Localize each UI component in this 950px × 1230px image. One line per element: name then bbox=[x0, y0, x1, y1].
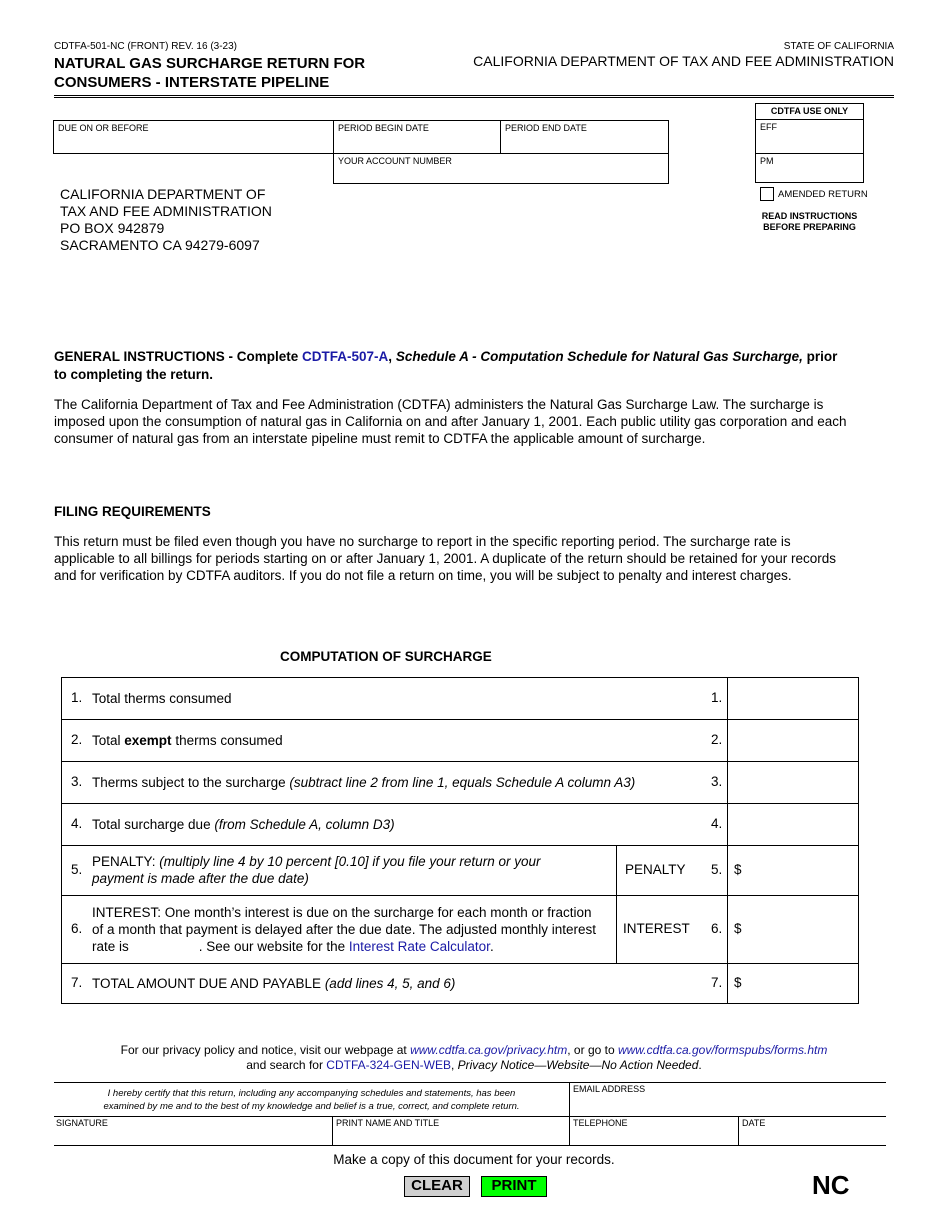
interest-label: INTEREST bbox=[623, 921, 690, 936]
interest-rate-calculator-link[interactable]: Interest Rate Calculator bbox=[348, 939, 490, 954]
period-end-label: PERIOD END DATE bbox=[505, 123, 587, 133]
cdtfa-324-link[interactable]: CDTFA-324-GEN-WEB bbox=[326, 1058, 451, 1072]
print-button[interactable]: PRINT bbox=[481, 1176, 547, 1197]
eff-label: EFF bbox=[760, 122, 777, 132]
email-label: EMAIL ADDRESS bbox=[573, 1084, 646, 1094]
line6-text-l3c: . bbox=[489, 939, 494, 954]
line4-ref: 4. bbox=[711, 816, 723, 831]
filing-body-line1: This return must be filed even though you have no surcharge to report in the specific reporting period. The surcharge rate is bbox=[54, 534, 791, 549]
print-name-label: PRINT NAME AND TITLE bbox=[336, 1118, 440, 1128]
address-line3: PO BOX 942879 bbox=[60, 220, 165, 236]
telephone-field[interactable] bbox=[569, 1116, 738, 1145]
signature-field[interactable] bbox=[54, 1116, 332, 1145]
schedule-a-title: Schedule A - Computation Schedule for Natural Gas Surcharge, bbox=[395, 349, 803, 364]
line5-amount-field[interactable] bbox=[727, 845, 859, 896]
filing-heading: FILING REQUIREMENTS bbox=[54, 504, 211, 519]
amended-return-checkbox[interactable] bbox=[760, 187, 774, 201]
line6-number: 6. bbox=[71, 921, 83, 936]
due-date-label: DUE ON OR BEFORE bbox=[58, 123, 149, 133]
form-title-line1: NATURAL GAS SURCHARGE RETURN FOR bbox=[54, 55, 366, 72]
line4-text-a: Total surcharge due bbox=[92, 817, 215, 832]
line6-text-l1: INTEREST: One month’s interest is due on the surcharge for each month or fraction bbox=[92, 905, 592, 920]
line1-ref: 1. bbox=[711, 690, 723, 705]
line7-ref: 7. bbox=[711, 975, 723, 990]
privacy-l2a: and search for bbox=[246, 1058, 327, 1072]
line2-text-a: Total bbox=[92, 733, 125, 748]
general-body-line1: The California Department of Tax and Fee Administration (CDTFA) administers the Natural Gas Surcharge Law. The surcharge is bbox=[54, 397, 824, 412]
line6-text-l3b: . See our website for the bbox=[198, 939, 349, 954]
line3-number: 3. bbox=[71, 774, 83, 789]
privacy-l1c: , or go to bbox=[567, 1043, 618, 1057]
line6-ref: 6. bbox=[711, 921, 723, 936]
line4-text-b: (from Schedule A, column D3) bbox=[214, 817, 395, 832]
address-line1: CALIFORNIA DEPARTMENT OF bbox=[60, 186, 266, 202]
line2-amount-field[interactable] bbox=[727, 719, 859, 762]
line5-currency: $ bbox=[734, 862, 742, 877]
line3-ref: 3. bbox=[711, 774, 723, 789]
line5-text-b: (multiply line 4 by 10 percent [0.10] if you file your return or your bbox=[159, 854, 541, 869]
use-only-header: CDTFA USE ONLY bbox=[755, 103, 864, 120]
general-body-line3: consumer of natural gas from an interstate pipeline must remit to CDTFA the applicable amount of surcharge. bbox=[54, 431, 706, 446]
line5-ref: 5. bbox=[711, 862, 723, 877]
form-code: NC bbox=[812, 1170, 850, 1200]
line4-amount-field[interactable] bbox=[727, 803, 859, 846]
account-number-label: YOUR ACCOUNT NUMBER bbox=[338, 156, 452, 166]
print-name-field[interactable] bbox=[332, 1116, 569, 1145]
line6-text-l3a: rate is bbox=[92, 939, 129, 954]
account-number-field[interactable] bbox=[333, 153, 669, 184]
line6-amount-field[interactable] bbox=[727, 895, 859, 964]
line2-text-c: therms consumed bbox=[171, 733, 283, 748]
email-field[interactable] bbox=[569, 1082, 886, 1116]
certification-text bbox=[54, 1087, 569, 1113]
privacy-l1a: For our privacy policy and notice, visit our webpage at bbox=[120, 1043, 411, 1057]
line1-number: 1. bbox=[71, 690, 83, 705]
period-begin-label: PERIOD BEGIN DATE bbox=[338, 123, 429, 133]
line7-number: 7. bbox=[71, 975, 83, 990]
general-instructions-heading bbox=[54, 348, 904, 365]
line5-number: 5. bbox=[71, 862, 83, 877]
eff-field bbox=[755, 119, 864, 154]
amended-return-label: AMENDED RETURN bbox=[778, 189, 868, 200]
date-label: DATE bbox=[742, 1118, 766, 1128]
line4-number: 4. bbox=[71, 816, 83, 831]
clear-button[interactable]: CLEAR bbox=[404, 1176, 470, 1197]
line7-text-a: TOTAL AMOUNT DUE AND PAYABLE bbox=[92, 976, 325, 991]
pm-field bbox=[755, 153, 864, 183]
privacy-l2c: , bbox=[450, 1058, 458, 1072]
line1-text: Total therms consumed bbox=[92, 691, 232, 706]
general-tail1: prior bbox=[802, 349, 838, 364]
line3-amount-field[interactable] bbox=[727, 761, 859, 804]
period-end-field[interactable] bbox=[500, 120, 669, 154]
period-begin-field[interactable] bbox=[333, 120, 501, 154]
privacy-l2e: . bbox=[698, 1058, 702, 1072]
header-rule bbox=[54, 95, 894, 96]
telephone-label: TELEPHONE bbox=[573, 1118, 628, 1128]
penalty-label: PENALTY bbox=[625, 862, 686, 877]
general-heading-text: GENERAL INSTRUCTIONS - Complete bbox=[54, 349, 303, 364]
line6-text-l2: of a month that payment is delayed after the due date. The adjusted monthly interest bbox=[92, 922, 597, 937]
header-rule-2 bbox=[54, 97, 894, 98]
forms-link[interactable]: www.cdtfa.ca.gov/formspubs/forms.htm bbox=[617, 1043, 828, 1057]
certify-line1: I hereby certify that this return, including any accompanying schedules and statements, has been bbox=[107, 1088, 516, 1099]
line7-currency: $ bbox=[734, 975, 742, 990]
agency-name: CALIFORNIA DEPARTMENT OF TAX AND FEE ADMINISTRATION bbox=[473, 53, 894, 69]
line1-amount-field[interactable] bbox=[727, 677, 859, 720]
certify-line2: examined by me and to the best of my knowledge and belief is a true, correct, and complete return. bbox=[103, 1101, 520, 1112]
line6-currency: $ bbox=[734, 921, 742, 936]
address-line4: SACRAMENTO CA 94279-6097 bbox=[60, 237, 260, 253]
line5-text-a: PENALTY: bbox=[92, 854, 160, 869]
line7-text bbox=[92, 975, 455, 992]
general-heading-tail: to completing the return. bbox=[54, 367, 214, 382]
general-comma: , bbox=[388, 349, 396, 364]
read-instructions-line2: BEFORE PREPARING bbox=[763, 222, 856, 232]
line6-text bbox=[92, 904, 614, 955]
general-body-line2: imposed upon the consumption of natural gas in California on and after January 1, 2001. Each public utility gas corporation and each bbox=[54, 414, 847, 429]
line3-text-a: Therms subject to the surcharge bbox=[92, 775, 290, 790]
line2-number: 2. bbox=[71, 732, 83, 747]
filing-body-line2: applicable to all billings for periods starting on or after January 1, 2001. A duplicate of the return should be retained for your records bbox=[54, 551, 836, 566]
read-instructions-line1: READ INSTRUCTIONS bbox=[761, 211, 858, 221]
filing-body bbox=[54, 533, 914, 584]
line2-text-exempt: exempt bbox=[124, 733, 172, 748]
signature-label: SIGNATURE bbox=[56, 1118, 108, 1128]
privacy-l2d: Privacy Notice—Website—No Action Needed bbox=[457, 1058, 699, 1072]
due-date-field[interactable] bbox=[53, 120, 334, 154]
privacy-policy-link[interactable]: www.cdtfa.ca.gov/privacy.htm bbox=[410, 1043, 568, 1057]
line2-ref: 2. bbox=[711, 732, 723, 747]
line7-text-b: (add lines 4, 5, and 6) bbox=[324, 976, 456, 991]
line5-text bbox=[92, 853, 612, 887]
general-body bbox=[54, 396, 914, 447]
line4-text bbox=[92, 816, 395, 833]
line3-text bbox=[92, 774, 635, 791]
form-id: CDTFA-501-NC (FRONT) REV. 16 (3-23) bbox=[54, 41, 237, 52]
form-title-line2: CONSUMERS - INTERSTATE PIPELINE bbox=[54, 74, 330, 91]
line2-text bbox=[92, 732, 283, 749]
state-label: STATE OF CALIFORNIA bbox=[783, 41, 894, 52]
date-field[interactable] bbox=[738, 1116, 886, 1145]
line5-text-c: payment is made after the due date) bbox=[92, 871, 309, 886]
copy-note: Make a copy of this document for your records. bbox=[333, 1152, 615, 1167]
pm-label: PM bbox=[760, 156, 774, 166]
cdtfa-507a-link[interactable]: CDTFA-507-A bbox=[302, 349, 389, 364]
line3-text-b: (subtract line 2 from line 1, equals Schedule A column A3) bbox=[289, 775, 636, 790]
line7-amount-field[interactable] bbox=[727, 963, 859, 1004]
computation-heading: COMPUTATION OF SURCHARGE bbox=[280, 649, 492, 664]
address-line2: TAX AND FEE ADMINISTRATION bbox=[60, 203, 272, 219]
signature-bottom-rule bbox=[54, 1145, 886, 1146]
privacy-notice bbox=[54, 1043, 894, 1073]
filing-body-line3: and for verification by CDTFA auditors. If you do not file a return on time, you will be subject to penalty and interest charges. bbox=[54, 568, 792, 583]
mailing-address bbox=[60, 186, 272, 254]
